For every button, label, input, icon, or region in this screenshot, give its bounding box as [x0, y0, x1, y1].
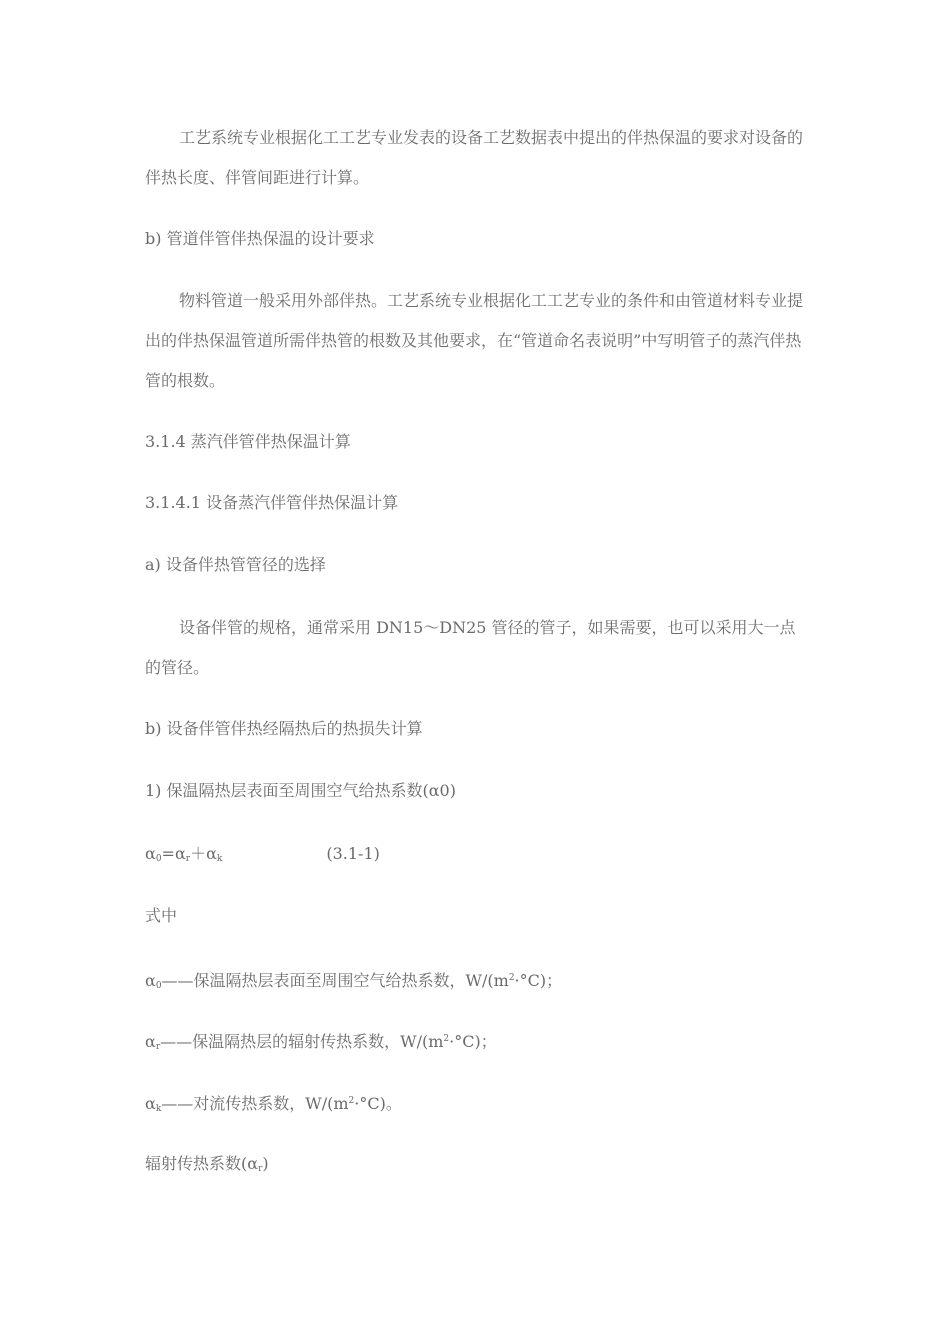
- last-tail: ): [262, 1154, 269, 1173]
- heading-radiation-coefficient: [145, 1144, 805, 1189]
- definition-alpha-r: [145, 1019, 805, 1067]
- last-text: 辐射传热系数(α: [145, 1154, 259, 1173]
- heading-section-3-1-4: 3.1.4 蒸汽伴管伴热保温计算: [145, 432, 351, 451]
- heading-pipe-diameter-selection: a) 设备伴热管管径的选择: [145, 555, 326, 574]
- paragraph-equipment-tracing: 工艺系统专业根据化工工艺专业发表的设备工艺数据表中提出的伴热保温的要求对设备的伴热长度、伴管间距进行计算。: [145, 128, 804, 187]
- def-tail: ·°C)；: [514, 971, 563, 990]
- eq-equals-alpha: =α: [161, 844, 186, 863]
- def-tail: ·°C)；: [449, 1032, 497, 1051]
- def-tail: ·°C)。: [354, 1094, 402, 1113]
- eq-plus-alpha: ＋α: [190, 844, 217, 863]
- def-text: ——对流传热系数，W/(m: [161, 1094, 349, 1113]
- equation-number: (3.1-1): [326, 844, 380, 863]
- def-sup: 2: [443, 1034, 450, 1044]
- heading-section-3-1-4-1: 3.1.4.1 设备蒸汽伴管伴热保温计算: [145, 493, 399, 512]
- def-symbol: α: [145, 1032, 156, 1051]
- def-sup: 2: [508, 973, 515, 983]
- item-heat-transfer-coefficient: 1) 保温隔热层表面至周围空气给热系数(α0): [145, 781, 456, 800]
- heading-pipe-tracing-requirements: b) 管道伴管伴热保温的设计要求: [145, 229, 375, 248]
- paragraph-pipe-spec: 设备伴管的规格，通常采用 DN15～DN25 管径的管子，如果需要，也可以采用大一点的管径。: [145, 618, 796, 677]
- def-sub: k: [155, 1104, 162, 1114]
- where-label: 式中: [145, 906, 178, 925]
- last-sub: r: [258, 1164, 263, 1174]
- eq-sub-0: 0: [155, 854, 162, 864]
- definition-alpha-k: [145, 1081, 805, 1129]
- def-sub: r: [155, 1042, 161, 1052]
- equation-3-1-1: [145, 834, 805, 879]
- eq-alpha: α: [145, 844, 156, 863]
- eq-sub-r: r: [185, 854, 191, 864]
- def-symbol: α: [145, 1094, 156, 1113]
- definition-alpha-0: [145, 958, 805, 1006]
- paragraph-pipe-tracing: 物料管道一般采用外部伴热。工艺系统专业根据化工工艺专业的条件和由管道材料专业提出的伴热保温管道所需伴热管的根数及其他要求，在“管道命名表说明”中写明管子的蒸汽伴热管的根数。: [145, 291, 804, 390]
- def-sup: 2: [348, 1096, 355, 1106]
- def-sub: 0: [155, 981, 162, 991]
- def-text: ——保温隔热层表面至周围空气给热系数，W/(m: [161, 971, 509, 990]
- eq-sub-k: k: [216, 854, 223, 864]
- def-symbol: α: [145, 971, 156, 990]
- heading-heat-loss-calculation: b) 设备伴管伴热经隔热后的热损失计算: [145, 719, 423, 738]
- def-text: ——保温隔热层的辐射传热系数，W/(m: [160, 1032, 444, 1051]
